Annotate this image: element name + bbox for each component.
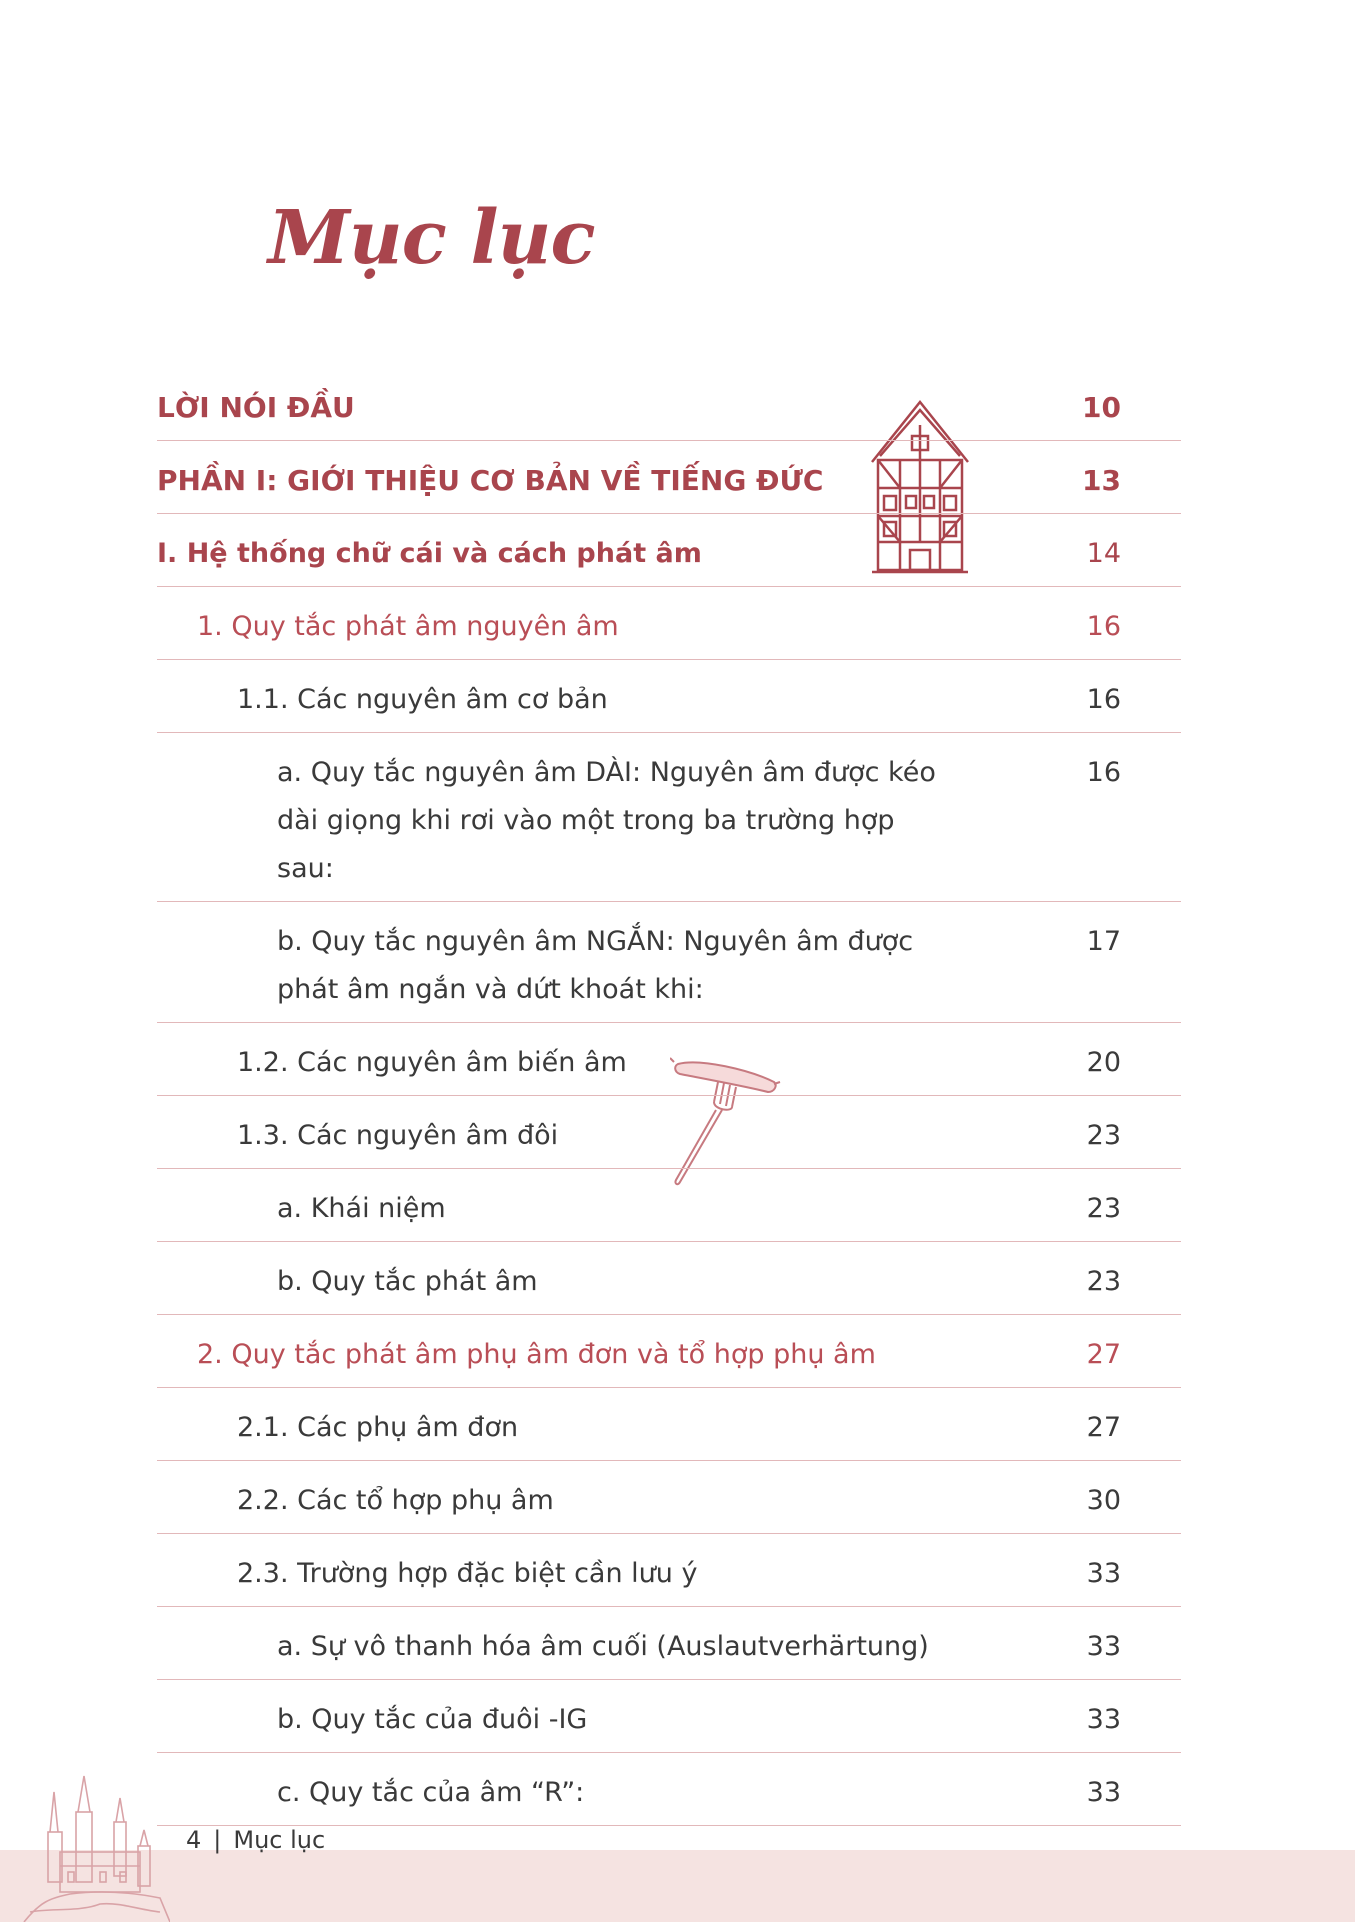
toc-entry[interactable] — [157, 514, 1181, 587]
toc-entry[interactable] — [157, 1534, 1181, 1607]
toc-entry[interactable] — [157, 1753, 1181, 1826]
page-number: 4 — [186, 1826, 202, 1854]
toc-entry-label: 1. Quy tắc phát âm nguyên âm — [197, 611, 619, 642]
toc-entry-label: 1.1. Các nguyên âm cơ bản — [237, 684, 608, 715]
toc-entry-page: 30 — [1086, 1485, 1121, 1516]
toc-entry-page: 13 — [1082, 464, 1121, 497]
toc-entry[interactable] — [157, 368, 1181, 441]
toc-entry-page: 33 — [1086, 1704, 1121, 1735]
toc-entry-label: b. Quy tắc của đuôi -IG — [277, 1704, 588, 1735]
toc-entry-label: c. Quy tắc của âm “R”: — [277, 1777, 585, 1808]
toc-entry-label: a. Sự vô thanh hóa âm cuối (Auslautverhärtung) — [277, 1631, 929, 1662]
toc-entry-label: b. Quy tắc phát âm — [277, 1266, 538, 1297]
toc-entry-label: 1.2. Các nguyên âm biến âm — [237, 1047, 627, 1078]
toc-entry-page: 23 — [1086, 1193, 1121, 1224]
toc-entry-label: 2.1. Các phụ âm đơn — [237, 1412, 519, 1443]
toc-entry-page: 17 — [1086, 926, 1121, 957]
toc-entry-page: 33 — [1086, 1558, 1121, 1589]
toc-entry-page: 16 — [1086, 611, 1121, 642]
toc-entry-label: a. Quy tắc nguyên âm DÀI: Nguyên âm được kéo dài giọng khi rơi vào một trong ba trường hợp sau: — [277, 757, 936, 884]
toc-entry[interactable] — [157, 441, 1181, 514]
toc-entry[interactable] — [157, 1023, 1181, 1096]
footer — [186, 1826, 325, 1854]
toc-entry-page: 14 — [1086, 538, 1121, 569]
toc-entry-page: 16 — [1086, 684, 1121, 715]
toc-entry-label: 2.3. Trường hợp đặc biệt cần lưu ý — [237, 1558, 698, 1589]
toc-entry-page: 23 — [1086, 1266, 1121, 1297]
footer-separator: | — [213, 1826, 222, 1854]
toc-entry-label: PHẦN I: GIỚI THIỆU CƠ BẢN VỀ TIẾNG ĐỨC — [157, 464, 824, 497]
toc-entry-label: I. Hệ thống chữ cái và cách phát âm — [157, 538, 702, 569]
toc-entry[interactable] — [157, 1169, 1181, 1242]
toc-entry[interactable] — [157, 1388, 1181, 1461]
toc-entry-label: 1.3. Các nguyên âm đôi — [237, 1120, 559, 1151]
toc-entry-page: 10 — [1082, 391, 1121, 424]
toc-entry[interactable] — [157, 1607, 1181, 1680]
toc-entry-page: 27 — [1086, 1412, 1121, 1443]
toc-entry-label: a. Khái niệm — [277, 1193, 446, 1224]
toc-entry[interactable] — [157, 902, 1181, 1023]
toc-entry[interactable] — [157, 733, 1181, 902]
toc-entry-page: 27 — [1086, 1339, 1121, 1370]
toc-entry[interactable] — [157, 1096, 1181, 1169]
toc-entry-page: 20 — [1086, 1047, 1121, 1078]
castle-icon — [20, 1762, 170, 1922]
page-title: Mục lục — [268, 195, 595, 281]
toc-entry-label: LỜI NÓI ĐẦU — [157, 391, 355, 424]
toc-entry-label: 2.2. Các tổ hợp phụ âm — [237, 1485, 554, 1516]
toc-entry[interactable] — [157, 1680, 1181, 1753]
table-of-contents — [157, 368, 1181, 1826]
toc-entry-page: 33 — [1086, 1631, 1121, 1662]
toc-entry[interactable] — [157, 1461, 1181, 1534]
toc-entry-page: 16 — [1086, 757, 1121, 788]
toc-entry[interactable] — [157, 1315, 1181, 1388]
toc-entry-label: b. Quy tắc nguyên âm NGẮN: Nguyên âm được phát âm ngắn và dứt khoát khi: — [277, 926, 914, 1005]
toc-entry[interactable] — [157, 587, 1181, 660]
toc-entry-page: 33 — [1086, 1777, 1121, 1808]
toc-entry[interactable] — [157, 1242, 1181, 1315]
footer-section: Mục lục — [233, 1826, 326, 1854]
toc-entry-label: 2. Quy tắc phát âm phụ âm đơn và tổ hợp phụ âm — [197, 1339, 876, 1370]
toc-entry[interactable] — [157, 660, 1181, 733]
toc-entry-page: 23 — [1086, 1120, 1121, 1151]
footer-band — [0, 1850, 1355, 1922]
